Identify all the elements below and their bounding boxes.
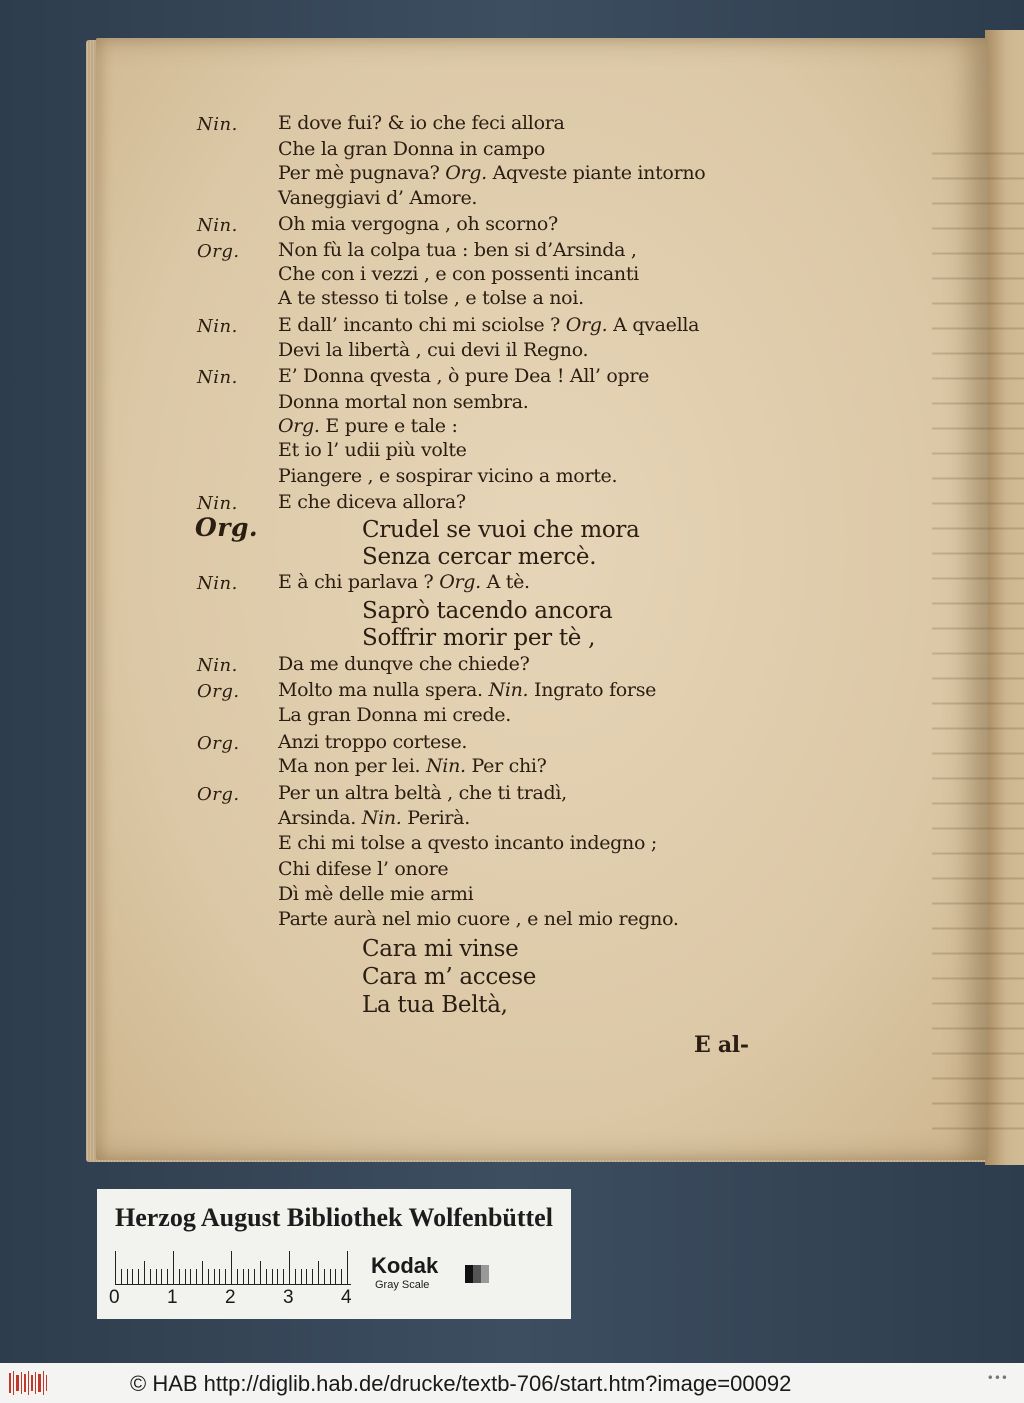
verse-text: Soffrir morir per tè , — [362, 625, 596, 651]
verse-text: E che diceva allora? — [278, 491, 466, 513]
verse-text: Et io l’ udii più volte — [278, 439, 467, 461]
verse-text: Perirà. — [401, 807, 470, 829]
verse-line — [362, 598, 612, 624]
verse-line — [362, 992, 508, 1018]
verse-line — [278, 571, 530, 593]
verse-text: Che con i vezzi , e con possenti incanti — [278, 263, 639, 285]
verse-line — [278, 704, 511, 726]
verse-line — [278, 858, 448, 880]
ruler — [115, 1245, 355, 1285]
verse-line — [278, 883, 473, 905]
verse-line — [278, 162, 705, 184]
verse-text: Per chi? — [465, 755, 547, 777]
speaker-label: Nin. — [197, 367, 238, 388]
verse-line — [278, 391, 529, 413]
verse-text: E’ Donna qvesta , ò pure Dea ! All’ opre — [278, 365, 650, 387]
verse-text: Per un altra beltà , che ti tradì, — [278, 782, 567, 804]
speaker-label: Nin. — [197, 215, 238, 236]
gray-scale-label: Gray Scale — [375, 1279, 430, 1291]
verse-text: Piangere , e sospirar vicino a morte. — [278, 465, 618, 487]
verse-line — [278, 339, 588, 361]
verse-text: Nin. — [425, 755, 466, 777]
ruler-number: 2 — [225, 1287, 236, 1308]
verse-text: Cara mi vinse — [362, 936, 519, 962]
verse-text: E chi mi tolse a qvesto incanto indegno ; — [278, 832, 657, 854]
verse-line — [278, 287, 584, 309]
verse-line — [278, 365, 649, 387]
verse-text: E dall’ incanto chi mi sciolse ? — [278, 314, 566, 336]
speaker-label: Nin. — [197, 316, 238, 337]
color-reference-bar — [97, 1189, 571, 1319]
verse-text: Ingrato forse — [528, 679, 657, 701]
speaker-label: Org. — [195, 513, 259, 542]
verse-text: La tua Beltà, — [362, 992, 508, 1018]
show-through-text — [932, 138, 1024, 1138]
verse-line — [362, 936, 518, 962]
footer-bar — [0, 1363, 1024, 1403]
verse-text: Saprò tacendo ancora — [362, 598, 613, 624]
speaker-label: Nin. — [197, 573, 238, 594]
verse-text: Crudel se vuoi che mora — [362, 517, 640, 543]
dots-icon: ••• — [986, 1371, 1008, 1385]
verse-text: Vaneggiavi d’ Amore. — [278, 187, 478, 209]
verse-text: Senza cercar mercè. — [362, 544, 597, 570]
catchword: E al- — [694, 1032, 749, 1058]
gray-swatch — [465, 1265, 495, 1283]
verse-line — [362, 625, 595, 651]
verse-text: Arsinda. — [278, 807, 362, 829]
speaker-label: Org. — [197, 241, 240, 262]
verse-line — [278, 465, 617, 487]
verse-text: A qvaella — [607, 314, 700, 336]
verse-line — [278, 832, 657, 854]
verse-text: Devi la libertà , cui devi il Regno. — [278, 339, 589, 361]
speaker-label: Org. — [197, 681, 240, 702]
verse-text: Parte aurà nel mio cuore , e nel mio regno. — [278, 908, 679, 930]
verse-line — [362, 517, 640, 543]
speaker-label: Org. — [197, 784, 240, 805]
verse-line — [278, 491, 466, 513]
verse-text: Da me dunqve che chiede? — [278, 653, 530, 675]
verse-line — [278, 138, 545, 160]
verse-text: Cara m’ accese — [362, 964, 537, 990]
verse-text: Oh mia vergogna , oh scorno? — [278, 213, 558, 235]
verse-text: Org. — [278, 415, 320, 437]
verse-text: Non fù la colpa tua : ben si d’Arsinda , — [278, 239, 637, 261]
verse-line — [278, 187, 477, 209]
ruler-number: 0 — [109, 1287, 120, 1308]
verse-text: Org. — [565, 314, 608, 336]
verse-text: Ma non per lei. — [278, 755, 426, 777]
verse-text: A tè. — [480, 571, 530, 593]
verse-text: Che la gran Donna in campo — [278, 138, 546, 160]
verse-line — [278, 653, 529, 675]
verse-text: Nin. — [488, 679, 529, 701]
verse-line — [278, 415, 458, 437]
verse-line — [278, 679, 656, 701]
verse-line — [278, 439, 467, 461]
speaker-label: Nin. — [197, 493, 238, 514]
speaker-label: Nin. — [197, 655, 238, 676]
verse-line — [278, 755, 547, 777]
hab-barcode-icon — [8, 1369, 48, 1397]
verse-line — [278, 782, 567, 804]
ruler-number: 3 — [283, 1287, 294, 1308]
verse-text: Org. — [439, 571, 481, 593]
verse-line — [362, 544, 596, 570]
ruler-number: 4 — [341, 1287, 352, 1308]
verse-text: Chi difese l’ onore — [278, 858, 449, 880]
ruler-number: 1 — [167, 1287, 178, 1308]
verse-line — [278, 314, 699, 336]
copyright-url: © HAB http://diglib.hab.de/drucke/textb-706/start.htm?image=00092 — [130, 1371, 792, 1396]
verse-text: E pure e tale : — [319, 415, 458, 437]
verse-text: Molto ma nulla spera. — [278, 679, 489, 701]
verse-line — [278, 807, 470, 829]
speaker-label: Org. — [197, 733, 240, 754]
verse-text: E à chi parlava ? — [278, 571, 440, 593]
verse-line — [278, 908, 679, 930]
verse-text: Per mè pugnava? — [278, 162, 446, 184]
book-page — [96, 38, 988, 1160]
verse-line — [362, 964, 536, 990]
verse-line — [278, 731, 467, 753]
library-name: Herzog August Bibliothek Wolfenbüttel — [115, 1203, 553, 1232]
verse-text: Nin. — [361, 807, 402, 829]
verse-line — [278, 213, 558, 235]
verse-line — [278, 263, 639, 285]
verse-text: Anzi troppo cortese. — [278, 731, 468, 753]
verse-text: Org. — [445, 162, 487, 184]
verse-line — [278, 112, 565, 134]
verse-text: Donna mortal non sembra. — [278, 391, 529, 413]
verse-text: E dove fui? & io che feci allora — [278, 112, 565, 134]
verse-text: La gran Donna mi crede. — [278, 704, 511, 726]
verse-text: Aqveste piante intorno — [486, 162, 706, 184]
kodak-logo: Kodak — [371, 1253, 439, 1278]
verse-text: Dì mè delle mie armi — [278, 883, 474, 905]
verse-line — [278, 239, 637, 261]
speaker-label: Nin. — [197, 114, 238, 135]
verse-text: A te stesso ti tolse , e tolse a noi. — [278, 287, 584, 309]
